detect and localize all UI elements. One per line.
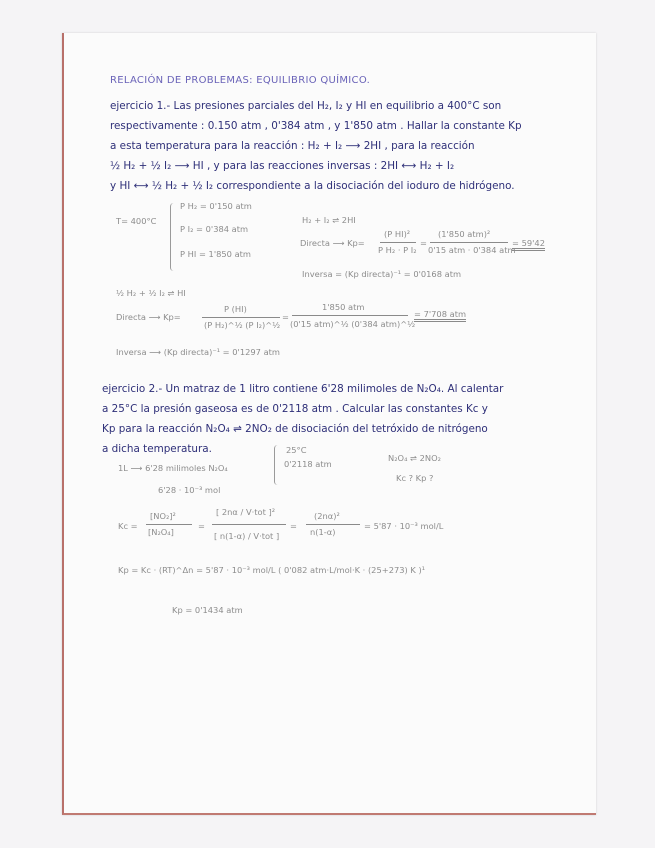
ex2-line-3: Kp para la reacción N₂O₄ ⇌ 2NO₂ de disociación del tetróxido de nitrógeno bbox=[102, 423, 488, 435]
ex1-kp2-numerator: P (HI) bbox=[224, 304, 247, 314]
ex2-data-volume: 1L ⟶ 6'28 milimoles N₂O₄ bbox=[118, 463, 228, 473]
ex1-kp2-equals: = bbox=[282, 312, 289, 322]
ex1-kp-equals: = bbox=[420, 238, 427, 248]
ex1-line-1: ejercicio 1.- Las presiones parciales del H₂, I₂ y HI en equilibrio a 400°C son bbox=[110, 100, 502, 112]
ex1-line-2: respectivamente : 0.150 atm , 0'384 atm , y 1'850 atm . Hallar la constante Kp bbox=[110, 120, 522, 132]
ex1-kp2-value-numerator: 1'850 atm bbox=[322, 302, 365, 312]
ex1-kp-value-denominator: 0'15 atm · 0'384 atm bbox=[428, 245, 516, 255]
ex1-kp-fraction-bar bbox=[380, 242, 416, 243]
ex2-line-4: a dicha temperatura. bbox=[102, 443, 212, 455]
ex1-line-4: ½ H₂ + ½ I₂ ⟶ HI , y para las reacciones inversas : 2HI ⟷ H₂ + I₂ bbox=[110, 160, 455, 172]
document-title: RELACIÓN DE PROBLEMAS: EQUILIBRIO QUÍMICO. bbox=[110, 75, 371, 86]
ex2-condition-temp: 25°C bbox=[286, 445, 307, 455]
ex1-kp2-denominator: (P H₂)^½ (P I₂)^½ bbox=[204, 320, 281, 330]
ex2-kc-result: = 5'87 · 10⁻³ mol/L bbox=[364, 521, 444, 531]
ex1-directa-label: Directa ⟶ Kp= bbox=[300, 238, 365, 248]
ex1-pressure-hi: P HI = 1'850 atm bbox=[180, 249, 252, 259]
ex2-condition-pressure: 0'2118 atm bbox=[284, 459, 332, 469]
ex1-data-brace bbox=[170, 203, 177, 271]
ex2-kp-result: Kp = 0'1434 atm bbox=[172, 605, 243, 615]
ex2-kc-numerator-3: (2nα)² bbox=[314, 511, 340, 521]
paper-sheet bbox=[62, 33, 596, 815]
ex1-pressure-h2: P H₂ = 0'150 atm bbox=[180, 201, 252, 211]
ex1-kp2-result: = 7'708 atm bbox=[414, 309, 466, 322]
ex2-kc-equals: = bbox=[198, 521, 205, 531]
ex1-kp2-fraction-bar bbox=[202, 317, 280, 318]
ex1-kp-value-fraction-bar bbox=[430, 242, 508, 243]
ex1-inversa: Inversa = (Kp directa)⁻¹ = 0'0168 atm bbox=[302, 269, 462, 279]
ex1-reaction-1: H₂ + I₂ ⇌ 2HI bbox=[302, 215, 356, 225]
ex2-kc-equals-2: = bbox=[290, 521, 297, 531]
ex2-kc-denominator-3: n(1-α) bbox=[310, 527, 336, 537]
ex2-line-2: a 25°C la presión gaseosa es de 0'2118 atm . Calcular las constantes Kc y bbox=[102, 403, 488, 415]
ex2-data-brace bbox=[274, 445, 281, 485]
ex2-question: Kc ? Kp ? bbox=[396, 473, 434, 483]
ex1-kp2-value-fraction-bar bbox=[292, 315, 408, 316]
ex1-kp-value-numerator: (1'850 atm)² bbox=[438, 229, 491, 239]
ex1-line-5: y HI ⟷ ½ H₂ + ½ I₂ correspondiente a la disociación del ioduro de hidrógeno. bbox=[110, 180, 515, 192]
ex1-kp2-value-denominator: (0'15 atm)^½ (0'384 atm)^½ bbox=[290, 319, 416, 329]
ex2-kc-fraction-bar bbox=[146, 524, 192, 525]
ex2-kc-fraction-bar-2 bbox=[212, 524, 286, 525]
ex2-kc-denominator: [N₂O₄] bbox=[148, 527, 174, 537]
ex1-line-3: a esta temperatura para la reacción : H₂ + I₂ ⟶ 2HI , para la reacción bbox=[110, 140, 475, 152]
ex1-pressure-i2: P I₂ = 0'384 atm bbox=[180, 224, 249, 234]
ex1-temperature: T= 400°C bbox=[116, 216, 157, 226]
ex2-kp-derivation: Kp = Kc · (RT)^Δn = 5'87 · 10⁻³ mol/L ( 0'082 atm·L/mol·K · (25+273) K )¹ bbox=[118, 565, 426, 575]
ex1-inversa2: Inversa ⟶ (Kp directa)⁻¹ = 0'1297 atm bbox=[116, 347, 280, 357]
ex2-kc-denominator-2: [ n(1-α) / V·tot ] bbox=[214, 531, 280, 541]
ex2-line-1: ejercicio 2.- Un matraz de 1 litro contiene 6'28 milimoles de N₂O₄. Al calentar bbox=[102, 383, 504, 395]
ex2-kc-numerator: [NO₂]² bbox=[150, 511, 176, 521]
ex2-reaction: N₂O₄ ⇌ 2NO₂ bbox=[388, 453, 441, 463]
ex1-kp-numerator: (P HI)² bbox=[384, 229, 411, 239]
ex1-kp-result: = 59'42 bbox=[512, 238, 545, 251]
ex2-kc-fraction-bar-3 bbox=[306, 524, 360, 525]
ex1-kp-denominator: P H₂ · P I₂ bbox=[378, 245, 417, 255]
ex2-data-moles: 6'28 · 10⁻³ mol bbox=[158, 485, 221, 495]
ex2-kc-label: Kc = bbox=[118, 521, 138, 531]
ex2-kc-numerator-2: [ 2nα / V·tot ]² bbox=[216, 507, 276, 517]
ex1-directa2-label: Directa ⟶ Kp= bbox=[116, 312, 181, 322]
ex1-reaction-2: ½ H₂ + ½ I₂ ⇌ HI bbox=[116, 288, 186, 298]
